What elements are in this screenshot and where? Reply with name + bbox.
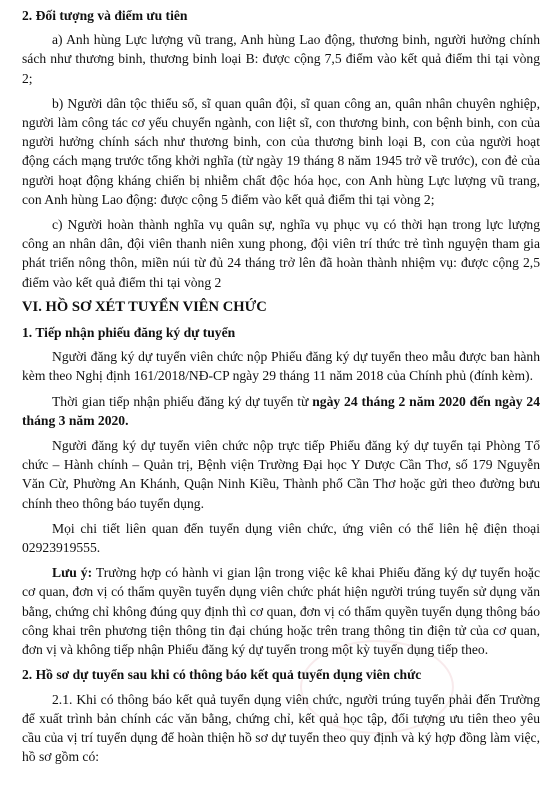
paragraph-submission-address: Người đăng ký dự tuyển viên chức nộp trực tiếp Phiếu đăng ký dự tuyển tại Phòng Tổ chức – Hành chính – Quản trị, Bệnh viện Trường Đại học Y Dược Cần Thơ, số 179 Nguyễn Văn Cừ, Phường An Khánh, Quận Ninh Kiều, Thành phố Cần Thơ hoặc gửi theo đường bưu chính theo thông báo tuyển dụng. bbox=[22, 438, 540, 511]
paragraph-priority-b: b) Người dân tộc thiểu số, sĩ quan quân đội, sĩ quan công an, quân nhân chuyên nghiệp, người làm công tác cơ yếu chuyển ngành, con liệt sĩ, con thương binh, con bệnh binh, con của người hưởng chính sách như thương binh, con của thương binh loại B, con của người hoạt động cách mạng trước tổng khởi nghĩa (từ ngày 19 tháng 8 năm 1945 trở về trước), con đẻ của người hoạt động kháng chiến bị nhiễm chất độc hóa học, con Anh hùng Lực lượng vũ trang, con Anh hùng Lao động: được cộng 5 điểm vào kết quả điểm thi tại vòng 2; bbox=[22, 95, 540, 207]
registration-period-prefix: Thời gian tiếp nhận phiếu đăng ký dự tuyển từ bbox=[52, 393, 313, 409]
paragraph-dossier-intro: 2.1. Khi có thông báo kết quả tuyển dụng viên chức, người trúng tuyển phải đến Trường để xuất trình bản chính các văn bằng, chứng chỉ, kết quả học tập, đối tượng ưu tiên theo yêu cầu của vị trí tuyển dụng để hoàn thiện hồ sơ dự tuyển theo quy định và ký hợp đồng làm việc, hồ sơ gồm có: bbox=[22, 691, 540, 765]
subsection-heading-dossier: 2. Hồ sơ dự tuyển sau khi có thông báo kết quả tuyển dụng viên chức bbox=[22, 667, 422, 683]
paragraph-priority-a: a) Anh hùng Lực lượng vũ trang, Anh hùng Lao động, thương binh, người hưởng chính sách như thương binh, thương binh loại B: được cộng 7,5 điểm vào kết quả điểm thi tại vòng 2; bbox=[22, 32, 540, 86]
registration-period-dates: ngày 24 tháng 2 năm 2020 đến ngày 24 tháng 3 năm 2020. bbox=[22, 393, 540, 428]
note-text: Trường hợp có hành vi gian lận trong việc kê khai Phiếu đăng ký dự tuyển hoặc cơ quan, đơn vị có thẩm quyền tuyển dụng viên chức phát hiện người trúng tuyển sử dụng văn bằng, chứng chỉ không đúng quy định thì cơ quan, đơn vị có thẩm quyền tuyển dụng thông báo công khai trên phương tiện thông tin đại chúng hoặc trên trang thông tin điện tử của cơ quan, đơn vị và không tiếp nhận Phiếu đăng ký dự tuyển trong một kỳ tuyển dụng tiếp theo. bbox=[22, 565, 540, 658]
note-label: Lưu ý: bbox=[52, 565, 93, 581]
paragraph-registration-period bbox=[22, 392, 540, 430]
paragraph-contact-phone: Mọi chi tiết liên quan đến tuyển dụng viên chức, ứng viên có thể liên hệ điện thoại 02923919555. bbox=[22, 520, 540, 556]
section-heading-priority: 2. Đối tượng và điểm ưu tiên bbox=[22, 8, 188, 23]
section-heading-records: VI. HỒ SƠ XÉT TUYỂN VIÊN CHỨC bbox=[22, 298, 267, 315]
paragraph-registration-form: Người đăng ký dự tuyển viên chức nộp Phiếu đăng ký dự tuyển theo mẫu được ban hành kèm theo Nghị định 161/2018/NĐ-CP ngày 29 tháng 11 năm 2018 của Chính phủ (đính kèm). bbox=[22, 349, 540, 384]
paragraph-priority-c: c) Người hoàn thành nghĩa vụ quân sự, nghĩa vụ phục vụ có thời hạn trong lực lượng công an nhân dân, đội viên thanh niên xung phong, đội viên trí thức trẻ tình nguyện tham gia phát triển nông thôn, miền núi từ đủ 24 tháng trở lên đã hoàn thành nhiệm vụ: được cộng 2,5 điểm vào kết quả điểm thi tại vòng 2 bbox=[22, 217, 540, 290]
paragraph-note bbox=[22, 563, 540, 659]
subsection-heading-registration: 1. Tiếp nhận phiếu đăng ký dự tuyển bbox=[22, 325, 236, 341]
